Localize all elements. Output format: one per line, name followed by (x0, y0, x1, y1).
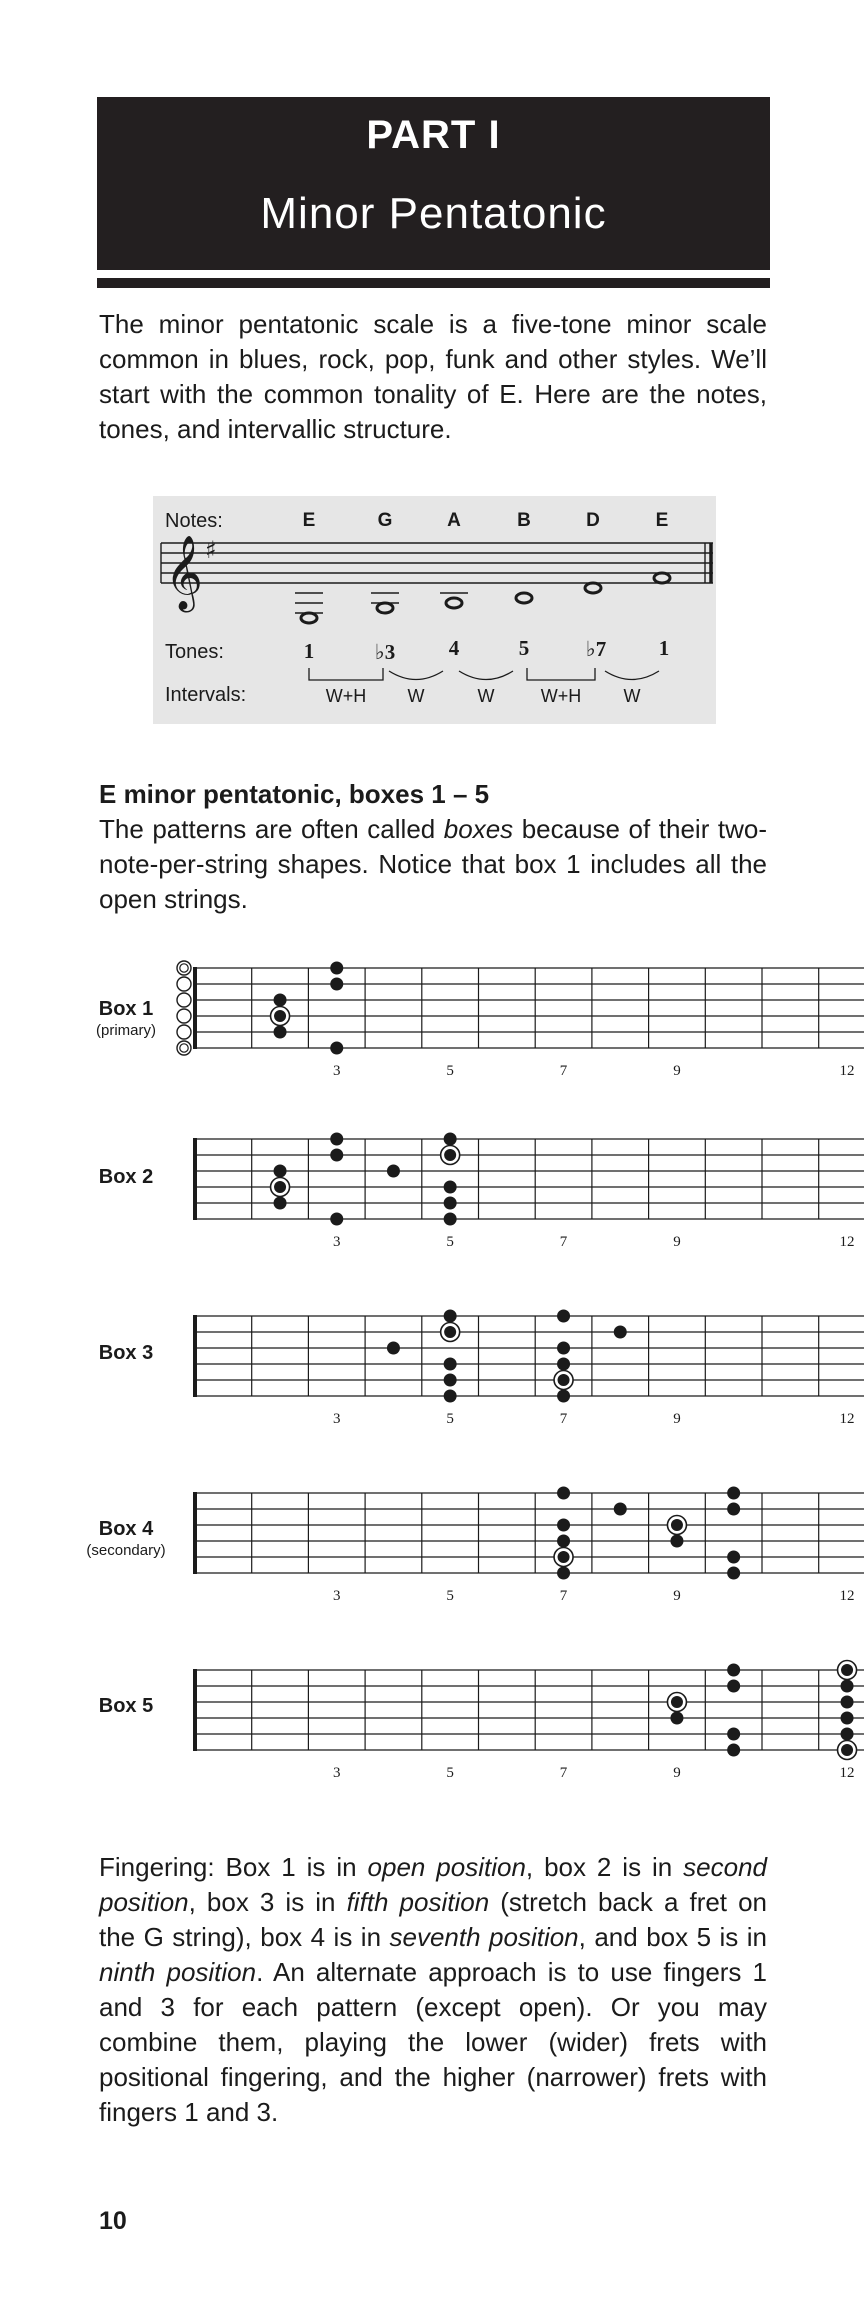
finger-dot (557, 1519, 570, 1532)
finger-dot (387, 1165, 400, 1178)
page-number: 10 (99, 2207, 127, 2235)
fingering-text: , box 3 is in (188, 1887, 347, 1917)
tone: 5 (518, 636, 530, 660)
open-string-marker (177, 961, 191, 975)
finger-dot (274, 1197, 287, 1210)
fret-number: 7 (559, 1588, 568, 1604)
bracket-wh (527, 668, 595, 680)
finger-dot (444, 1133, 457, 1146)
tone: 4 (448, 636, 460, 660)
intro-paragraph: The minor pentatonic scale is a five-tone minor scale common in blues, rock, pop, funk and other styles. We’ll start with the common tonality of E. Here are the notes, tones, and intervallic structure. (99, 309, 767, 444)
interval: W (477, 686, 495, 706)
finger-dot (841, 1712, 854, 1725)
tone: ♭7 (585, 637, 607, 661)
notes-label: Notes: (165, 510, 223, 532)
note-e (301, 613, 317, 623)
nut (193, 1669, 197, 1751)
section-title: E minor pentatonic, boxes 1 – 5 (99, 779, 490, 809)
finger-dot (614, 1503, 627, 1516)
root-dot (558, 1551, 570, 1563)
note-name: D (586, 510, 600, 531)
finger-dot (841, 1680, 854, 1693)
finger-dot (557, 1310, 570, 1323)
box-label: Box 5 (98, 1695, 154, 1717)
fingering-text: , and box 5 is in (578, 1922, 767, 1952)
finger-dot (330, 978, 343, 991)
tone: 1 (658, 636, 670, 660)
note-name: B (517, 510, 531, 531)
finger-dot (727, 1664, 740, 1677)
fret-number: 9 (673, 1063, 681, 1079)
finger-dot (444, 1358, 457, 1371)
finger-dot (727, 1744, 740, 1757)
finger-dot (670, 1712, 683, 1725)
finger-dot (727, 1551, 740, 1564)
root-dot (841, 1664, 853, 1676)
part-heading: PART I (366, 113, 501, 157)
finger-dot (444, 1197, 457, 1210)
boxes-paragraph (99, 812, 767, 917)
finger-dot (444, 1213, 457, 1226)
fret-number: 5 (446, 1765, 454, 1781)
nut (193, 1138, 197, 1220)
nut (193, 967, 197, 1049)
finger-dot (330, 1133, 343, 1146)
fingering-emphasis: second position (99, 1852, 768, 1917)
finger-dot (841, 1696, 854, 1709)
fret-number: 7 (559, 1765, 568, 1781)
boxes-emphasis: boxes (443, 814, 514, 844)
open-string-marker (177, 977, 191, 991)
finger-dot (330, 1042, 343, 1055)
finger-dot (557, 1487, 570, 1500)
box-sublabel: (secondary) (86, 1542, 166, 1559)
fret-number: 7 (559, 1063, 568, 1079)
open-string-marker (177, 1041, 191, 1055)
finger-dot (444, 1390, 457, 1403)
slur-w (605, 671, 659, 680)
treble-clef-icon: 𝄞 (165, 536, 203, 610)
root-dot (671, 1696, 683, 1708)
fingering-emphasis: ninth position (99, 1957, 257, 1987)
finger-dot (330, 1149, 343, 1162)
fret-number: 12 (839, 1411, 855, 1427)
slur-w (459, 671, 513, 680)
note-b (516, 593, 532, 603)
root-dot (558, 1374, 570, 1386)
fret-number: 9 (673, 1234, 681, 1250)
fret-number: 9 (673, 1411, 681, 1427)
note-name: A (447, 510, 461, 531)
tone: 1 (303, 639, 315, 663)
finger-dot (274, 1165, 287, 1178)
fingering-text: . An alternate approach is to use fingers 1 and 3 for each pattern (except open). Or you may combine them, playing the lower (wider) frets with positional fingering, and the higher (narrower) frets with fingers 1 and 3. (99, 1957, 767, 2127)
finger-dot (274, 994, 287, 1007)
box-label: Box 4 (98, 1518, 154, 1540)
note-g (377, 603, 393, 613)
finger-dot (557, 1535, 570, 1548)
finger-dot (444, 1181, 457, 1194)
box-label: Box 2 (98, 1166, 154, 1188)
root-dot (444, 1326, 456, 1338)
root-dot (444, 1149, 456, 1161)
fret-number: 12 (839, 1765, 855, 1781)
nut (193, 1315, 197, 1397)
notation-panel (153, 496, 716, 724)
nut (193, 1492, 197, 1574)
finger-dot (444, 1310, 457, 1323)
finger-dot (727, 1487, 740, 1500)
intervals-label: Intervals: (165, 684, 247, 706)
finger-dot (387, 1342, 400, 1355)
sharp-icon: ♯ (205, 536, 217, 564)
fret-number: 3 (333, 1588, 341, 1604)
root-dot (841, 1744, 853, 1756)
fret-number: 7 (559, 1234, 568, 1250)
box-label: Box 3 (98, 1342, 154, 1364)
fretboard-diagrams (0, 950, 864, 1800)
note-name: G (377, 510, 393, 531)
fretboard-svg (0, 950, 864, 1800)
fingering-emphasis: open position (367, 1852, 526, 1882)
open-string-marker (177, 993, 191, 1007)
part-banner (97, 97, 770, 270)
finger-dot (670, 1535, 683, 1548)
finger-dot (444, 1374, 457, 1387)
interval: W+H (325, 686, 367, 706)
boxes-text: because of their two-note-per-string shapes. Notice that box 1 includes all the open strings. (99, 814, 768, 914)
fret-number: 12 (839, 1588, 855, 1604)
chapter-title: Minor Pentatonic (260, 189, 607, 238)
fret-number: 7 (559, 1411, 568, 1427)
finger-dot (557, 1567, 570, 1580)
finger-dot (727, 1503, 740, 1516)
root-dot (274, 1010, 286, 1022)
open-string-marker (177, 1009, 191, 1023)
interval: W+H (540, 686, 582, 706)
open-string-marker (177, 1025, 191, 1039)
note-name: E (655, 510, 669, 531)
interval: W (407, 686, 425, 706)
fret-number: 5 (446, 1588, 454, 1604)
interval: W (623, 686, 641, 706)
finger-dot (727, 1567, 740, 1580)
tone: ♭3 (374, 640, 396, 664)
fret-number: 5 (446, 1411, 454, 1427)
root-dot (274, 1181, 286, 1193)
fingering-emphasis: fifth position (346, 1887, 490, 1917)
boxes-text: The patterns are often called (99, 814, 444, 844)
finger-dot (330, 1213, 343, 1226)
finger-dot (727, 1728, 740, 1741)
slur-w (389, 671, 443, 680)
finger-dot (614, 1326, 627, 1339)
fingering-text: (stretch back a fret on the G string), box 4 is in (99, 1887, 768, 1952)
fret-number: 3 (333, 1411, 341, 1427)
fret-number: 9 (673, 1588, 681, 1604)
finger-dot (274, 1026, 287, 1039)
note-name: E (302, 510, 316, 531)
banner-rule (97, 278, 770, 288)
fret-number: 12 (839, 1234, 855, 1250)
root-dot (671, 1519, 683, 1531)
fret-number: 5 (446, 1234, 454, 1250)
finger-dot (557, 1390, 570, 1403)
finger-dot (841, 1728, 854, 1741)
finger-dot (330, 962, 343, 975)
fret-number: 3 (333, 1765, 341, 1781)
fret-number: 12 (839, 1063, 855, 1079)
fingering-text: Fingering: Box 1 is in (99, 1852, 368, 1882)
note-a (446, 598, 462, 608)
fingering-paragraph (99, 1850, 767, 2130)
box-label: Box 1 (98, 998, 154, 1020)
tones-label: Tones: (165, 641, 224, 663)
fret-number: 3 (333, 1063, 341, 1079)
note-d (585, 583, 601, 593)
fret-number: 3 (333, 1234, 341, 1250)
note-e-high (654, 573, 670, 583)
finger-dot (557, 1358, 570, 1371)
finger-dot (727, 1680, 740, 1693)
finger-dot (557, 1342, 570, 1355)
fret-number: 5 (446, 1063, 454, 1079)
fingering-text: , box 2 is in (525, 1852, 684, 1882)
box-sublabel: (primary) (96, 1022, 156, 1039)
fingering-emphasis: seventh position (389, 1922, 579, 1952)
fret-number: 9 (673, 1765, 681, 1781)
bracket-wh (309, 668, 383, 680)
